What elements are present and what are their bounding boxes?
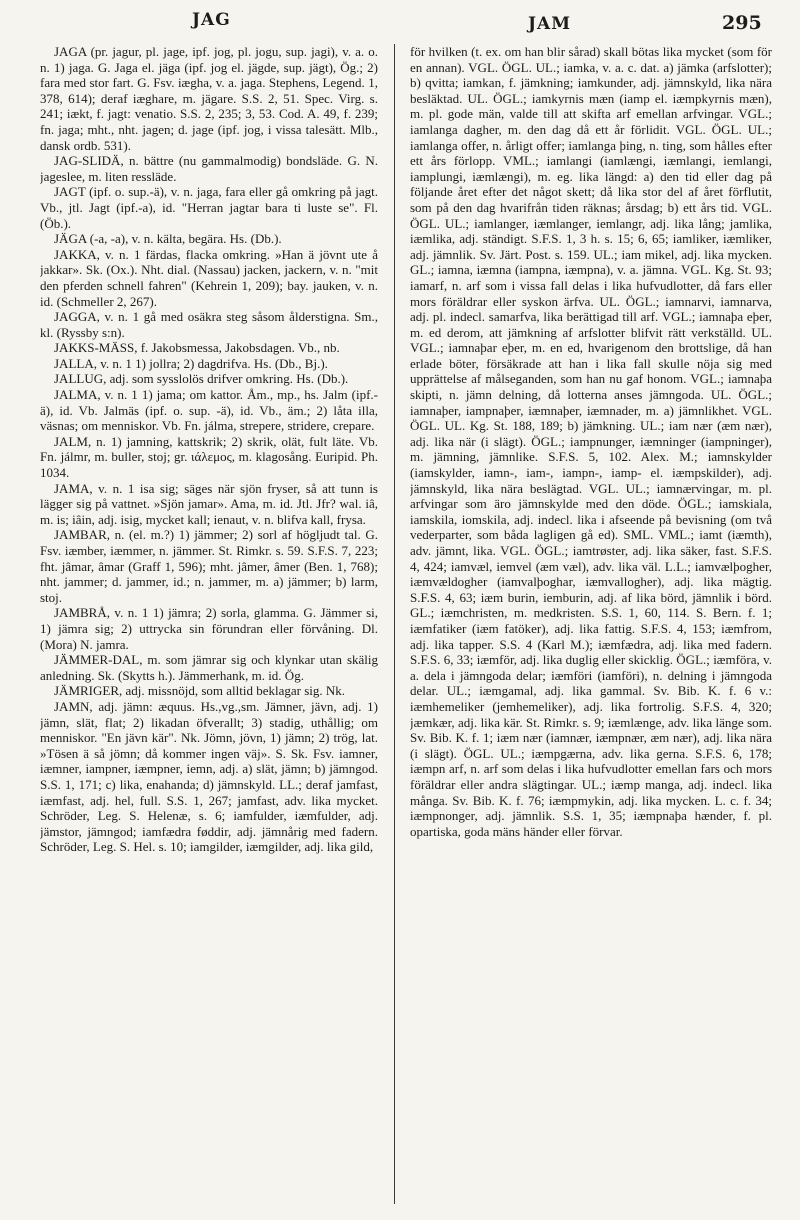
dictionary-entry: JAKKA, v. n. 1 färdas, flacka omkring. »Han ä jövnt ute å jakkar». Sk. (Ox.). Nht. dial. (Nassau) jacken, jackern, v. n. "mit den pferden schnell fahren" (Kehrein 1, 209); bay. jauken, v. n. id. (Schmeller 2, 267). — [40, 246, 378, 309]
dictionary-entry: JÄMMER-DAL, m. som jämrar sig och klynkar utan skälig anledning. Sk. (Skytts h.). Jämmerhank, m. id. Ög. — [40, 652, 378, 683]
dictionary-entry: JAGA (pr. jagur, pl. jage, ipf. jog, pl. jogu, sup. jagi), v. a. o. n. 1) jaga. G. Jaga el. jäga (ipf. jog el. jägde, sup. jägt), Ög.; 2) fara med stor fart. G. Fsv. iægha, v. a. jaga. Stephens, Legend. 1, 378, 614); deraf iæghare, m. jägare. S.S. 2, 51. Spec. Virg. s. 241; iækt, f. jagt: venatio. S.S. 2, 235; 3, 53. Cod. A. 49, f. 239; fn. jaga; mht., nht. jagen; d. jage (ipf. jog, i vissa talesätt. Mlb., dansk ordb. 531). — [40, 44, 378, 153]
dictionary-entry: JAMBRÅ, v. n. 1 1) jämra; 2) sorla, glamma. G. Jämmer si, 1) jämra sig; 2) uttrycka sin förundran eller förvåning. Dl. (Mora) N. jamra. — [40, 605, 378, 652]
dictionary-entry: JAKKS-MÄSS, f. Jakobsmessa, Jakobsdagen. Vb., nb. — [54, 340, 340, 356]
running-head-right: JAM — [528, 14, 572, 34]
dictionary-entry: JAGGA, v. n. 1 gå med osäkra steg såsom ålderstigna. Sm., kl. (Ryssby s:n). — [40, 309, 378, 340]
dictionary-entry: JAG-SLIDÄ, n. bättre (nu gammalmodig) bondsläde. G. N. jageslee, m. liten ressläde. — [40, 153, 378, 184]
right-column — [410, 44, 772, 1214]
dictionary-entry: JÄGA (-a, -a), v. n. kälta, begära. Hs. (Db.). — [54, 231, 282, 247]
left-column — [40, 44, 378, 1214]
column-divider — [394, 44, 395, 1204]
dictionary-entry: JALLA, v. n. 1 1) jollra; 2) dagdrifva. Hs. (Db., Bj.). — [54, 355, 328, 371]
dictionary-entry: JÄMRIGER, adj. missnöjd, som alltid beklagar sig. Nk. — [54, 683, 346, 699]
dictionary-entry: JALMA, v. n. 1 1) jama; om kattor. Åm., mp., hs. Jalm (ipf.-ä), id. Vb. Jalmäs (ipf. o. sup. -ä), id. Vb., äm.; 2) låta illa, väsnas; om menniskor. Vb. Fn. jálma, strepere, stridere, crepare. — [40, 387, 378, 434]
dictionary-entry: JAMN, adj. jämn: æquus. Hs.,vg.,sm. Jämner, jävn, adj. 1) jämn, slät, flat; 2) likadan öfverallt; 3) stadig, uthållig; om menniskor. "En jävn kär". Nk. Jömn, jövn, 1) jämn; 2) trög, lat. »Tösen ä så jömn; då kommer ingen väj». S. Sk. Fsv. iamner, iæmner, iampner, iæmpner, iemn, adj. a) slät, jämn; b) jämngod. S.S. 1, 171; c) lika, enahanda; d) jämnskyld. LL.; deraf jamfast, iæmfast, adj. hel, full. S.S. 1, 267; jamfast, adv. lika mycket. Schröder, Leg. S. Helenæ, s. 6; iamfulder, iæmfulder, adj. jämstor, jämngod; iamfædra føddir, adj. jämnårig med fadern. Schröder, Leg. S. Hel. s. 10; iamgilder, iæmgilder, adj. lika gild, — [40, 698, 378, 855]
dictionary-entry: JALM, n. 1) jamning, kattskrik; 2) skrik, olät, fult läte. Vb. Fn. jálmr, m. buller, stoj; gr. ιάλεμος, m. klagosång. Euripid. Ph. 1034. — [40, 433, 378, 481]
dictionary-entry: för hvilken (t. ex. om han blir sårad) skall bötas lika mycket (som för en annan). VGL. ÖGL. UL.; iamka, v. a. c. dat. a) jämka (arfslotter); b) qvitta; iamkan, f. jämkning; iamkunder, adj. jämnskyld, lika nära besläktad. UL. ÖGL.; iamkyrnis mæn (iamp el. iæmpkyrnis mæn), m. pl. gode män, valde till att skifta arf emellan arfvingar. VGL.; iamlanga dagher, m. den dag då ett år förlidit. VGL. ÖGL. UL.; iamlanga offer, n. årligt offer; iamlanga þing, n. ting, som hålles efter ett års förlopp. VML.; iamlangi (iamlængi, iæmlangi, iemlangi, iamplungi, iæmlængi), m. eg. lika längd: a) den tid eller dag på följande året efter det något skett; då lika stor del af året förflutit, som på den dag hvarifrån tiden räknas; årsdag; b) ett års tid. VGL. ÖGL. UL.; iamlanger, iæmlanger, iemlangr, adj. lika lång; jamlika, iæmlika, adj. ständigt. S.F.S. 1, 3 h. s. 15; 6, 65; iamliker, iæmliker, adj. jämnlik. Sv. Järt. Post. s. 159. UL.; iam mikel, adj. lika mycken. GL.; iamna, iæmna (iampna, iæmpna), v. a. jämna. VGL. Kg. St. 93; iamarf, n. arf som i vissa fall delas i lika hufvudlotter, då fars eller mors föräldrar eller syskon ärfva. UL. ÖGL.; iamnarvi, iamnarva, adj. pl. indecl. samarfva, lika berättigad till arf. VGL.; iamnaþa eþer, m. ed derom, att jämkning af arfslotter blifvit rätt verkställd. UL. VGL.; iamnaþar eþer, m. en ed, hvarigenom den brottslige, då han erlade böter, försäkrade att han i lika fall skulle nöja sig med upprättelse af målseganden, som han nu gaf honom. VGL.; iamnaþa skipti, n. jämn delning, då lotterna anses jämngoda. UL. ÖGL.; iamnaþer, iampnaþer, iæmnaþer, iæmnader, m. a) jämnlikhet. VGL. ÖGL. UL. Kg. St. 188, 189; b) jämkning. UL.; iam nær (æm nær), adj. lika när (i slägt). ÖGL.; iampnunger, iæmninger (iampninger), m. jämning, jämnlike. S.F.S. 5, 102. Alex. M.; iamnskylder (iamskylder, iamn-, iam-, iampn-, iamp- el. iæmpskilder), adj. jämnskyld, lika nära beslägtad. VGL. UL.; iamnærvingar, m. pl. arfvingar som äro jämnskylde med den döde. ÖGL.; iamskiala, iamskila, iomskila, adj. indecl. lika i afseende på bevisning (om två vederparter, som båda lagligen gå ed). SML. VML.; iamt (iæmth), adv. jämnt, lika. VGL. ÖGL.; iamtrøster, adj. lika säker, fast. S.F.S. 4, 424; iamvæl, iemvel (æm væl), adv. lika väl. L.L.; iamvælþogher, iæmvældogher (iamvalþoghar, iæmvallogher), adj. lika mägtig. S.F.S. 4, 63; iæm burin, iemburin, adj. af lika börd, jämnlik i börd. GL.; iæmchristen, m. medkristen. S.S. 1, 60, 114. S. Bern. f. 1; iæmfatiker (iæm fatöker), adj. lika fattig. S.F.S. 4, 153; iæmfrom, adj. lika tapper. S.S. 4 (Karl M.); iæmfædra, adj. lika med fadern. S.F.S. 6, 33; iæmför, adj. lika duglig eller skicklig. ÖGL.; iæmföra, v. a. dela i jämngoda delar; iæmföri (iamföri), n. delning i jämngoda delar. UL.; iæmgamal, adj. lika gammal. Sv. Bib. K. f. 6 v.: iæmhemeliker (jemhemeliker), adj. lika fortrolig. S.F.S. 4, 320; jæmkær, adj. lika kär. St. Rimkr. s. 9; iæmlænge, adv. lika länge som. Sv. Bib. K. f. 1; iæm nær (iamnær, iæmpnær, æm nær), adj. lika nära (i slägt). ÖGL. UL.; iæmpgærna, adv. lika gerna. S.F.S. 6, 178; iæmpn arf, n. arf som delas i lika hufvudlotter emellan fars och mors föräldrar eller andra slägtingar. UL.; iæmp manga, adj. indecl. lika många. Sv. Bib. K. f. 76; iæmpmykin, adj. lika mycken. L. c. f. 34; iæmpnonger, adj. jämnlik. S.S. 1, 35; iæmpnaþa hænder, f. pl. opartiska, goda mäns händer eller förvar. — [410, 44, 772, 839]
dictionary-entry: JALLUG, adj. som sysslolös drifver omkring. Hs. (Db.). — [54, 371, 349, 387]
running-head-left: JAG — [192, 10, 231, 30]
page-number: 295 — [722, 12, 762, 34]
dictionary-entry: JAMBAR, n. (el. m.?) 1) jämmer; 2) sorl af högljudt tal. G. Fsv. iæmber, iæmmer, n. jämmer. St. Rimkr. s. 59. S.F.S. 7, 223; fht. jâmar, âmar (Graff 1, 596); mht. jâmer, âmer (Ben. 1, 768); nht. jammer; d. jammer, id.; n. jammer, m. a) jämmer; b) larm, stoj. — [40, 527, 378, 605]
dictionary-entry: JAGT (ipf. o. sup.-ä), v. n. jaga, fara eller gå omkring på jagt. Vb., jtl. Jagt (ipf.-a), id. "Herran jagtar bara ti luste se". Fl. (Öb.). — [40, 184, 378, 231]
dictionary-entry: JAMA, v. n. 1 isa sig; säges när sjön fryser, så att tunn is lägger sig på vattnet. »Sjön jamar». Ama, m. id. Jtl. Jfr? wal. iâ, m. is; iâin, adj. isig, mycket kall; ienaut, v. n. blifva kall, frysa. — [40, 480, 378, 527]
